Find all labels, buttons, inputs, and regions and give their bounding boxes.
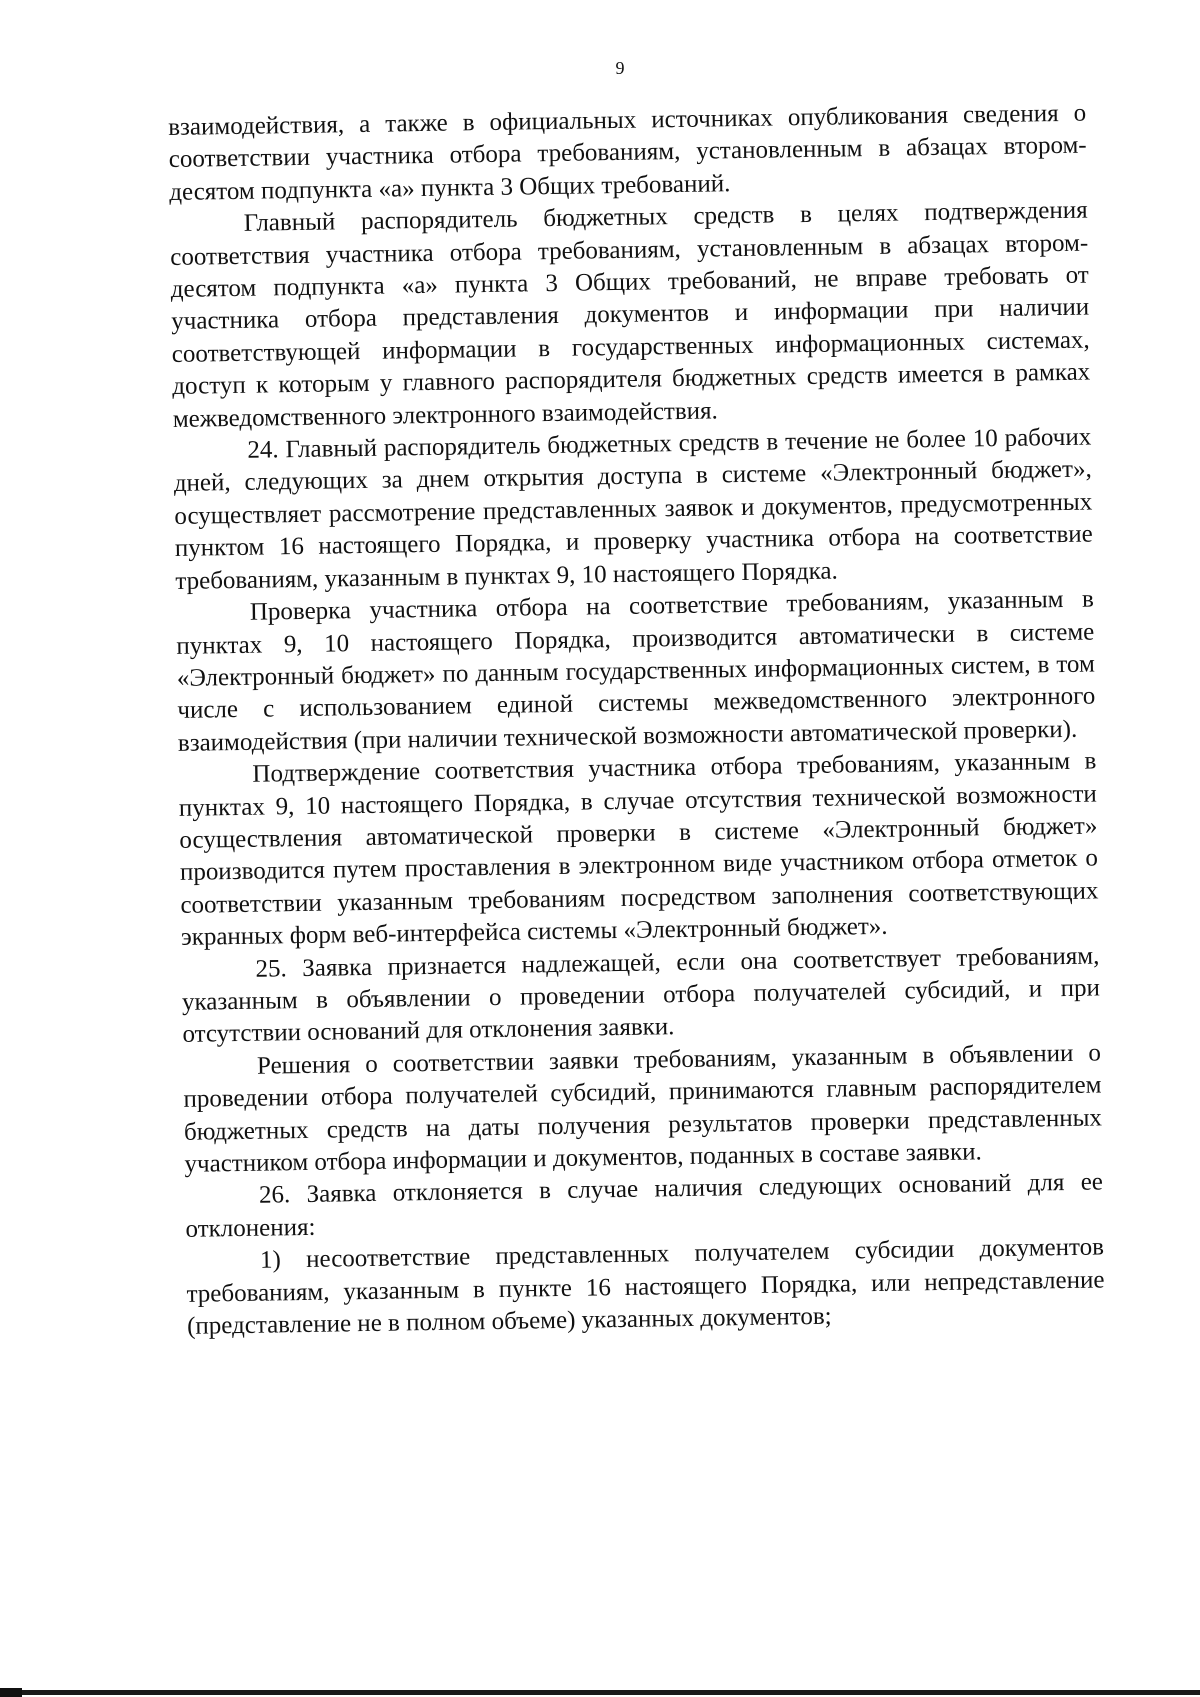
paragraph: 1) несоответствие представленных получателем субсидии документов требованиям, указанным в пункте 16 настоящего Порядка, или непредставление (представление не в полном объеме) указанных документов; [186, 1233, 1105, 1340]
paragraph: взаимодействия, а также в официальных источниках опубликования сведения о соответствии участника отбора требованиям, установленным в абзацах втором-десятом подпункта «а» пункта 3 Общих требований. [168, 99, 1087, 206]
paragraph: Решения о соответствии заявки требованиям, указанным в объявлении о проведении отбора получателей субсидий, принимаются главным распорядителем бюджетных средств на даты получения результатов проверки представленных участником отбора информации и документов, поданных в составе заявки. [183, 1039, 1103, 1178]
paragraph: 26. Заявка отклоняется в случае наличия следующих оснований для ее отклонения: [185, 1168, 1104, 1243]
paragraph: 25. Заявка признается надлежащей, если она соответствует требованиям, указанным в объявлении о проведении отбора получателей субсидий, и при отсутствии оснований для отклонения заявки. [181, 942, 1101, 1049]
paragraph: 24. Главный распорядитель бюджетных средств в течение не более 10 рабочих дней, следующих за днем открытия доступа в системе «Электронный бюджет», осуществляет рассмотрение представленных заявок и документов, предусмотренных пунктом 16 настоящего Порядка, и проверку участника отбора на соответствие требованиям, указанным в пунктах 9, 10 настоящего Порядка. [173, 423, 1093, 595]
scan-edge-shadow [0, 1688, 22, 1697]
paragraph: Главный распорядитель бюджетных средств в целях подтверждения соответствия участника отбора требованиям, установленным в абзацах втором-десятом подпункта «а» пункта 3 Общих требований, не вправе требовать от участника отбора представления документов и информации при наличии соответствующей информации в государственных информационных системах, доступ к которым у главного распорядителя бюджетных средств имеется в рамках межведомственного электронного взаимодействия. [170, 196, 1091, 433]
paragraph: Подтверждение соответствия участника отбора требованиям, указанным в пунктах 9, 10 настоящего Порядка, в случае отсутствия технической возможности осуществления автоматической проверки в системе «Электронный бюджет» производится путем проставления в электронном виде участником отбора отметок о соответствии указанным требованиям посредством заполнения соответствующих экранных форм веб-интерфейса системы «Электронный бюджет». [178, 747, 1099, 952]
paragraph: Проверка участника отбора на соответствие требованиям, указанным в пунктах 9, 10 настоящего Порядка, производится автоматически в системе «Электронный бюджет» по данным государственных информационных систем, в том числе с использованием единой системы межведомственного электронного взаимодействия (при наличии технической возможности автоматической проверки). [176, 585, 1096, 757]
scan-edge-line [22, 1690, 1200, 1695]
document-body [168, 98, 1105, 1344]
page-number: 9 [615, 58, 625, 78]
